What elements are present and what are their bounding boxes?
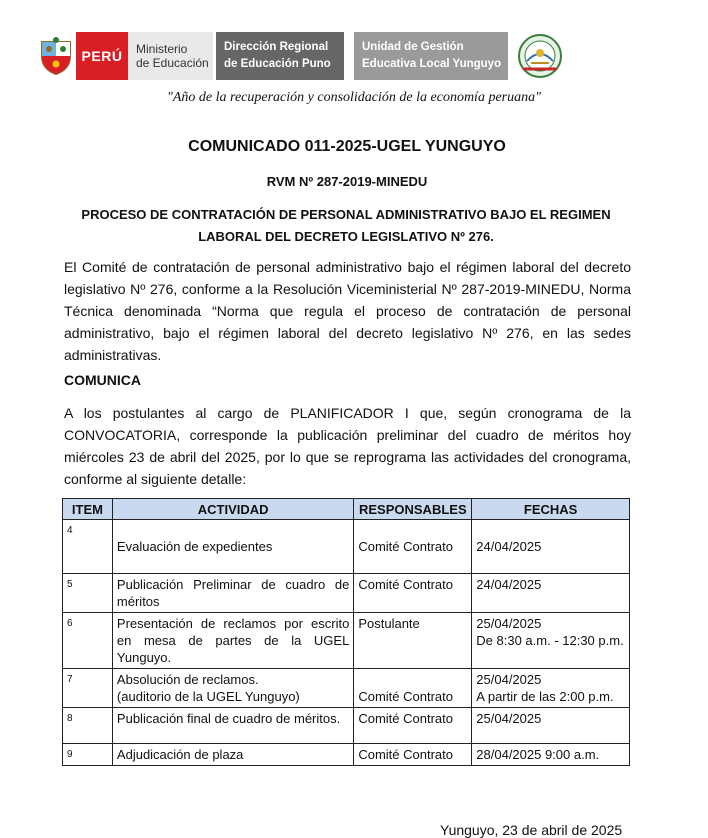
ugel-yunguyo-label xyxy=(354,32,508,80)
rvm-reference: RVM Nº 287-2019-MINEDU xyxy=(266,174,428,189)
fecha-date: 25/04/2025 xyxy=(476,672,542,687)
ministerio-educacion-label xyxy=(128,32,214,80)
header-actividad: ACTIVIDAD xyxy=(112,499,353,520)
letterhead xyxy=(36,32,584,80)
row-fecha: 25/04/2025 xyxy=(472,708,630,744)
row-item: 9 xyxy=(63,744,113,766)
table-header-row xyxy=(63,499,630,520)
peru-logo: PERÚ xyxy=(76,32,128,80)
fecha-time: A partir de las 2:00 p.m. xyxy=(476,689,614,704)
actividad-line1: Absolución de reclamos. xyxy=(116,672,259,687)
row-fecha xyxy=(472,613,630,669)
row-responsable: Comité Contrato xyxy=(354,744,472,766)
row-actividad: Publicación final de cuadro de méritos. xyxy=(112,708,353,744)
dre-puno-label xyxy=(216,32,344,80)
row-fecha xyxy=(472,669,630,708)
ministerio-line1: Ministerio xyxy=(136,42,188,56)
row-actividad xyxy=(112,669,353,708)
ugel-seal-icon xyxy=(516,32,564,80)
table-row xyxy=(63,669,630,708)
row-responsable: Comité Contrato xyxy=(354,669,472,708)
ugel-line1: Unidad de Gestión xyxy=(362,41,464,53)
table-row xyxy=(63,520,630,574)
intro-paragraph: El Comité de contratación de personal administrativo bajo el régimen laboral del decreto legislativo Nº 276, conforme a la Resolución Viceministerial Nº 287-2019-MINEDU, Norma Técnica denominada “Norma que regula el proceso de contratación de personal administrativo, bajo el régimen laboral del decreto legislativo Nº 276, en las sedes administrativas. xyxy=(64,259,631,363)
row-actividad: Publicación Preliminar de cuadro de méritos xyxy=(112,574,353,613)
table-row xyxy=(63,574,630,613)
row-actividad: Adjudicación de plaza xyxy=(112,744,353,766)
ministerio-line2: de Educación xyxy=(136,56,209,70)
row-responsable: Postulante xyxy=(354,613,472,669)
document-title: COMUNICADO 011-2025-UGEL YUNGUYO xyxy=(188,138,506,155)
signature-date: Yunguyo, 23 de abril de 2025 xyxy=(440,822,623,838)
comunica-heading: COMUNICA xyxy=(64,372,141,388)
row-fecha: 24/04/2025 xyxy=(472,574,630,613)
row-actividad: Evaluación de expedientes xyxy=(112,520,353,574)
ugel-line2: Educativa Local Yunguyo xyxy=(362,58,502,70)
row-fecha: 28/04/2025 9:00 a.m. xyxy=(472,744,630,766)
dre-line1: Dirección Regional xyxy=(224,41,329,53)
row-fecha: 24/04/2025 xyxy=(472,520,630,574)
year-motto: "Año de la recuperación y consolidación de la economía peruana" xyxy=(167,90,541,105)
table-row xyxy=(63,744,630,766)
header-fechas: FECHAS xyxy=(472,499,630,520)
row-item: 5 xyxy=(63,574,113,613)
schedule-table xyxy=(62,498,630,766)
table-row xyxy=(63,613,630,669)
notice-paragraph: A los postulantes al cargo de PLANIFICADOR I que, según cronograma de la CONVOCATORIA, corresponde la publicación preliminar del cuadro de méritos hoy miércoles 23 de abril del 2025, por lo que se reprograma las actividades del cronograma, conforme al siguiente detalle: xyxy=(64,405,631,487)
row-responsable: Comité Contrato xyxy=(354,520,472,574)
process-heading: PROCESO DE CONTRATACIÓN DE PERSONAL ADMINISTRATIVO BAJO EL REGIMEN LABORAL DEL DECRETO LEGISLATIVO Nº 276. xyxy=(81,207,611,244)
row-responsable: Comité Contrato xyxy=(354,574,472,613)
row-actividad: Presentación de reclamos por escrito en mesa de partes de la UGEL Yunguyo. xyxy=(112,613,353,669)
fecha-time: De 8:30 a.m. - 12:30 p.m. xyxy=(476,633,624,648)
header-responsables: RESPONSABLES xyxy=(354,499,472,520)
peru-coat-of-arms-icon xyxy=(36,32,76,80)
dre-line2: de Educación Puno xyxy=(224,58,331,70)
fecha-date: 25/04/2025 xyxy=(476,616,542,631)
row-responsable: Comité Contrato xyxy=(354,708,472,744)
row-item: 4 xyxy=(63,520,113,574)
row-item: 7 xyxy=(63,669,113,708)
actividad-line2: (auditorio de la UGEL Yunguyo) xyxy=(116,689,300,704)
header-item: ITEM xyxy=(63,499,113,520)
table-row xyxy=(63,708,630,744)
row-item: 6 xyxy=(63,613,113,669)
row-item: 8 xyxy=(63,708,113,744)
